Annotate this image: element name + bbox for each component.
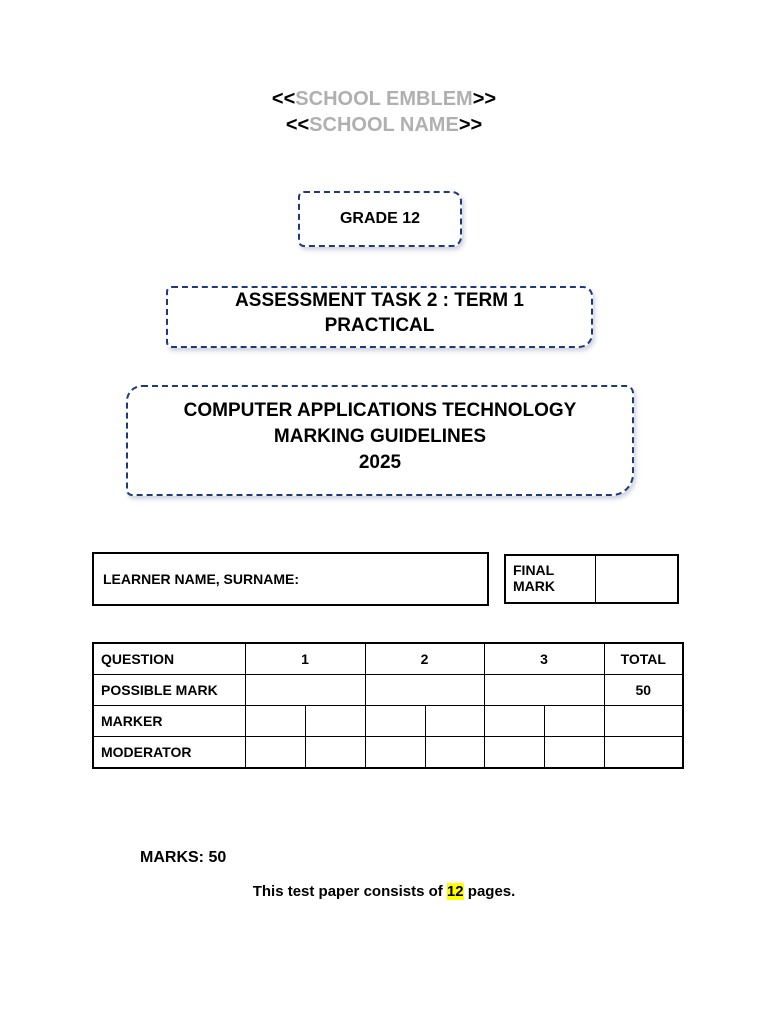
moderator-cell[interactable]	[425, 737, 484, 769]
possible-mark-total: 50	[604, 675, 683, 706]
marker-cell[interactable]	[305, 706, 365, 737]
subject-box	[126, 385, 634, 496]
total-marks: MARKS: 50	[140, 849, 227, 866]
marker-label: MARKER	[93, 706, 245, 737]
emblem-close: >>	[472, 88, 497, 110]
marker-total-cell[interactable]	[604, 706, 683, 737]
moderator-cell[interactable]	[305, 737, 365, 769]
grade-box	[298, 191, 462, 247]
final-mark-value[interactable]	[596, 556, 677, 602]
subject-title: COMPUTER APPLICATIONS TECHNOLOGY	[183, 400, 577, 421]
task-title: ASSESSMENT TASK 2 : TERM 1	[235, 290, 524, 311]
name-close: >>	[458, 114, 483, 136]
question-1-header: 1	[245, 643, 365, 675]
final-mark-box	[504, 554, 679, 604]
possible-mark-label: POSSIBLE MARK	[93, 675, 245, 706]
question-3-header: 3	[484, 643, 604, 675]
name-open: <<	[285, 114, 310, 136]
total-header: TOTAL	[604, 643, 683, 675]
moderator-total-cell[interactable]	[604, 737, 683, 769]
page-count-note	[0, 883, 768, 900]
moderator-label: MODERATOR	[93, 737, 245, 769]
question-2-header: 2	[365, 643, 484, 675]
assessment-task-box	[166, 286, 593, 348]
moderator-cell[interactable]	[484, 737, 544, 769]
pages-count: 12	[446, 883, 464, 900]
pages-suffix: pages.	[463, 883, 516, 900]
task-type: PRACTICAL	[324, 315, 435, 336]
moderator-cell[interactable]	[365, 737, 425, 769]
table-row-marker	[93, 706, 683, 737]
document-type: MARKING GUIDELINES	[273, 426, 487, 447]
marker-cell[interactable]	[544, 706, 604, 737]
marker-cell[interactable]	[365, 706, 425, 737]
marker-cell[interactable]	[484, 706, 544, 737]
name-text: SCHOOL NAME	[309, 114, 459, 136]
table-row-moderator	[93, 737, 683, 769]
marker-cell[interactable]	[245, 706, 305, 737]
possible-mark-q2	[365, 675, 484, 706]
moderator-cell[interactable]	[544, 737, 604, 769]
marker-cell[interactable]	[425, 706, 484, 737]
school-emblem-placeholder	[0, 88, 768, 111]
final-mark-label-line1: FINAL	[513, 562, 555, 578]
final-mark-label-line2: MARK	[513, 578, 555, 594]
learner-name-field[interactable]	[92, 552, 489, 606]
year: 2025	[358, 452, 402, 473]
possible-mark-q1	[245, 675, 365, 706]
pages-prefix: This test paper consists of	[252, 883, 447, 900]
marks-table	[92, 642, 684, 769]
possible-mark-q3	[484, 675, 604, 706]
final-mark-label	[506, 556, 596, 602]
table-row-question	[93, 643, 683, 675]
emblem-text: SCHOOL EMBLEM	[295, 88, 473, 110]
moderator-cell[interactable]	[245, 737, 305, 769]
emblem-open: <<	[271, 88, 296, 110]
table-row-possible-mark	[93, 675, 683, 706]
learner-name-label: LEARNER NAME, SURNAME:	[103, 571, 299, 587]
grade-label: GRADE 12	[339, 210, 421, 227]
question-header: QUESTION	[93, 643, 245, 675]
school-name-placeholder	[0, 114, 768, 137]
